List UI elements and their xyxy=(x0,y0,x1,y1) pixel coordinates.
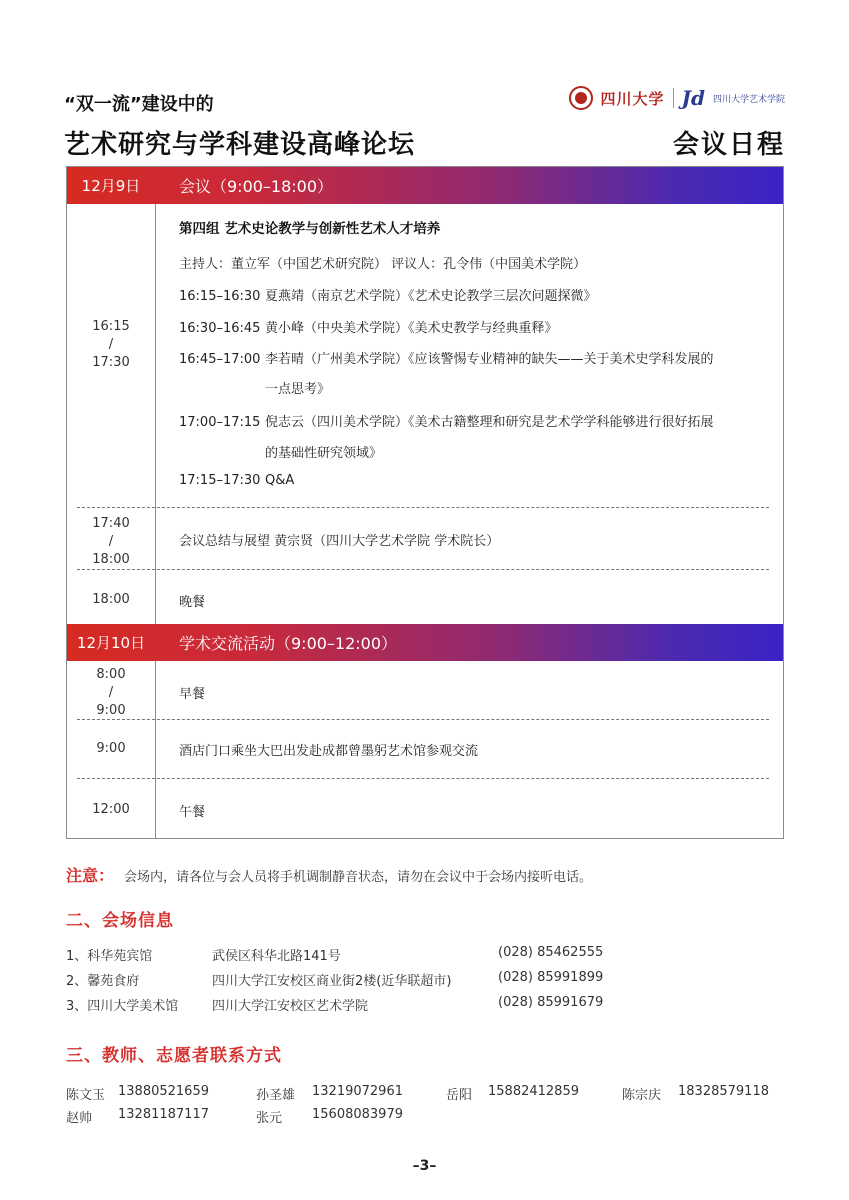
notice-label: 注意： xyxy=(66,866,115,885)
summary-time: 17:40 / 18:00 xyxy=(92,516,130,567)
dinner-text: 晚餐 xyxy=(179,595,206,610)
contact-item: 孙圣雄 13219072961 xyxy=(256,1084,403,1103)
day-date: 12月10日 xyxy=(76,634,146,652)
art-college-logo-icon: Jd xyxy=(681,86,705,110)
summary-text: 会议总结与展望 黄宗贤（四川大学艺术学院 学术院长） xyxy=(179,534,500,549)
art-college-logo-text: 四川大学艺术学院 xyxy=(712,94,785,105)
venue-heading: 二、会场信息 xyxy=(66,911,174,931)
contact-item: 陈文玉 13880521659 xyxy=(66,1084,209,1103)
venue-address: 四川大学江安校区商业街2楼(近华联超市) xyxy=(212,974,452,989)
day-title: 会议（9:00–18:00） xyxy=(179,177,334,196)
notice xyxy=(66,863,592,886)
group-title: 第四组 艺术史论教学与创新性艺术人才培养 xyxy=(179,221,441,237)
column-divider xyxy=(155,167,156,838)
talk-item: 16:15–16:30 夏燕靖（南京艺术学院）《艺术史论教学三层次问题探微》 xyxy=(179,289,597,304)
lunch-time: 12:00 xyxy=(92,802,130,817)
day-title: 学术交流活动（9:00–12:00） xyxy=(179,634,398,653)
breakfast-time: 8:00 / 9:00 xyxy=(96,667,126,718)
talk-item: 17:15–17:30 Q&A xyxy=(179,473,295,488)
visit-time: 9:00 xyxy=(96,741,126,756)
breakfast-text: 早餐 xyxy=(179,687,206,702)
row-separator xyxy=(77,507,769,508)
contacts-heading: 三、教师、志愿者联系方式 xyxy=(66,1046,282,1066)
row-separator xyxy=(77,719,769,720)
day-header-2 xyxy=(67,624,783,661)
page-title: 艺术研究与学科建设高峰论坛 xyxy=(64,130,416,160)
pre-title: “双一流”建设中的 xyxy=(64,94,214,115)
talk-item: 16:30–16:45 黄小峰（中央美术学院）《美术史教学与经典重释》 xyxy=(179,321,558,336)
university-seal-icon xyxy=(569,86,593,110)
venue-name: 2、馨苑食府 xyxy=(66,974,140,989)
venue-name: 3、四川大学美术馆 xyxy=(66,999,179,1014)
page-number: –3– xyxy=(412,1158,437,1174)
lunch-text: 午餐 xyxy=(179,805,206,820)
contact-item: 陈宗庆 18328579118 xyxy=(622,1084,769,1103)
venue-phone: (028) 85991899 xyxy=(498,970,604,985)
talk-item: 17:00–17:15 倪志云（四川美术学院）《美术古籍整理和研究是艺术学学科能够进行很好拓展 xyxy=(179,415,714,430)
talk-continuation: 一点思考》 xyxy=(265,382,331,397)
dinner-time: 18:00 xyxy=(92,592,130,607)
day-header-1 xyxy=(67,167,783,204)
schedule-table xyxy=(66,166,784,839)
contact-item: 赵帅 13281187117 xyxy=(66,1107,209,1126)
notice-text: 会场内，请各位与会人员将手机调制静音状态，请勿在会议中于会场内接听电话。 xyxy=(124,870,593,885)
venue-name: 1、科华苑宾馆 xyxy=(66,949,153,964)
row-separator xyxy=(77,778,769,779)
university-logo-text: 四川大学 xyxy=(600,89,665,108)
venue-phone: (028) 85991679 xyxy=(498,995,604,1010)
day-date: 12月9日 xyxy=(81,177,141,195)
page-heading: 会议日程 xyxy=(672,130,785,160)
host-line: 主持人：董立军（中国艺术研究院） 评议人：孔令伟（中国美术学院） xyxy=(179,257,587,272)
session-time: 16:15 / 17:30 xyxy=(92,319,130,370)
contact-item: 张元 15608083979 xyxy=(256,1107,403,1126)
venue-address: 四川大学江安校区艺术学院 xyxy=(212,999,369,1014)
venue-address: 武侯区科华北路141号 xyxy=(212,949,341,964)
row-separator xyxy=(77,569,769,570)
talk-item: 16:45–17:00 李若晴（广州美术学院）《应该警惕专业精神的缺失——关于美术史学科发展的 xyxy=(179,352,714,367)
visit-text: 酒店门口乘坐大巴出发赴成都曾墨躬艺术馆参观交流 xyxy=(179,744,479,759)
logo-divider xyxy=(673,88,674,108)
contact-item: 岳阳 15882412859 xyxy=(446,1084,579,1103)
talk-continuation: 的基础性研究领域》 xyxy=(265,446,383,461)
venue-phone: (028) 85462555 xyxy=(498,945,604,960)
logo-group xyxy=(569,86,785,110)
